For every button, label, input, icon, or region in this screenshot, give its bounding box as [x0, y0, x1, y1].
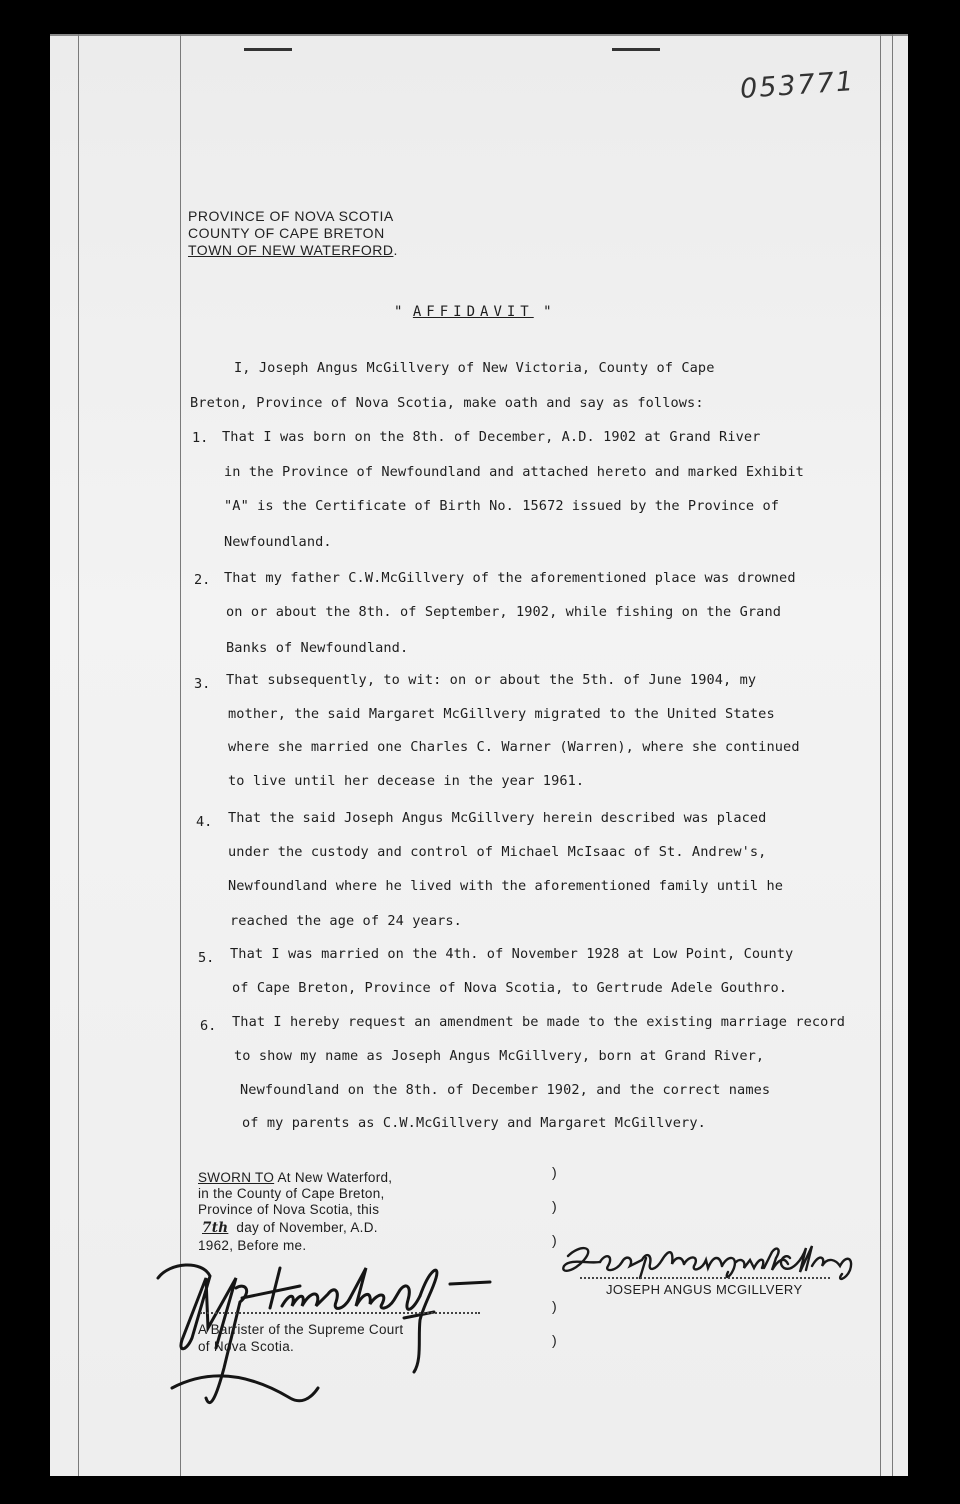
item-line: That I was born on the 8th. of December, A.D. 1902 at Grand River [222, 429, 761, 445]
item-line: mother, the said Margaret McGillvery migrated to the United States [228, 706, 775, 722]
item-line: on or about the 8th. of September, 1902, while fishing on the Grand [226, 604, 782, 620]
intro-line: Breton, Province of Nova Scotia, make oath and say as follows: [190, 395, 704, 411]
commissioner-signature-line [200, 1312, 480, 1314]
right-margin-rule [880, 34, 881, 1476]
sworn-to-label: SWORN TO [198, 1170, 275, 1185]
jurat-month-year: day of November, A.D. [236, 1220, 378, 1235]
item-number: 6. [200, 1018, 217, 1034]
document-number: 053771 [739, 66, 857, 105]
item-line: of my parents as C.W.McGillvery and Margaret McGillvery. [242, 1115, 706, 1131]
top-dash-mark [612, 48, 660, 51]
title-quote-close: " [543, 304, 553, 320]
item-number: 1. [192, 430, 209, 446]
top-dash-mark [244, 48, 292, 51]
bracket-mark: ) [552, 1198, 557, 1214]
jurat-line-5: 1962, Before me. [198, 1238, 307, 1253]
left-margin-rule [78, 34, 79, 1476]
item-line: in the Province of Newfoundland and attached hereto and marked Exhibit [224, 464, 804, 480]
jurat-day: 7th [202, 1220, 229, 1236]
item-line: That my father C.W.McGillvery of the aforementioned place was drowned [224, 570, 796, 586]
deponent-name: JOSEPH ANGUS MCGILLVERY [606, 1282, 803, 1297]
item-number: 4. [196, 814, 213, 830]
commissioner-title-2: of Nova Scotia. [198, 1339, 295, 1354]
header-town-suffix: . [393, 242, 398, 258]
item-line: Newfoundland where he lived with the aforementioned family until he [228, 878, 784, 894]
jurat-line-1 [198, 1170, 392, 1185]
item-number: 5. [198, 950, 215, 966]
item-line: That subsequently, to wit: on or about the 5th. of June 1904, my [226, 672, 757, 688]
item-number: 3. [194, 676, 211, 692]
document-title [394, 304, 553, 320]
item-line: Newfoundland. [224, 534, 332, 550]
deponent-signature [550, 1238, 880, 1288]
bracket-mark: ) [552, 1164, 557, 1180]
item-line: to show my name as Joseph Angus McGillvery, born at Grand River, [234, 1048, 765, 1064]
item-line: under the custody and control of Michael McIsaac of St. Andrew's, [228, 844, 767, 860]
item-line: "A" is the Certificate of Birth No. 15672 issued by the Province of [224, 498, 780, 514]
item-line: That I hereby request an amendment be made to the existing marriage record [232, 1014, 846, 1030]
jurat-place: At New Waterford, [277, 1170, 393, 1185]
header-town [188, 242, 398, 258]
item-line: That the said Joseph Angus McGillvery herein described was placed [228, 810, 767, 826]
item-number: 2. [194, 572, 211, 588]
jurat-line-3: Province of Nova Scotia, this [198, 1202, 380, 1217]
intro-line: I, Joseph Angus McGillvery of New Victoria, County of Cape [234, 360, 715, 376]
top-edge-rule [50, 34, 908, 36]
bracket-mark: ) [552, 1232, 557, 1248]
header-province: PROVINCE OF NOVA SCOTIA [188, 208, 394, 224]
bracket-mark: ) [552, 1332, 557, 1348]
header-town-name: TOWN OF NEW WATERFORD [188, 242, 394, 258]
item-line: That I was married on the 4th. of November 1928 at Low Point, County [230, 946, 794, 962]
item-line: Banks of Newfoundland. [226, 640, 409, 656]
title-quote-open: " [394, 304, 404, 320]
item-line: of Cape Breton, Province of Nova Scotia, to Gertrude Adele Gouthro. [232, 980, 788, 996]
right-margin-rule-outer [892, 34, 893, 1476]
item-line: to live until her decease in the year 1961. [228, 773, 585, 789]
deponent-signature-line [580, 1277, 830, 1279]
title-text: AFFIDAVIT [412, 304, 534, 320]
jurat-line-4 [198, 1220, 378, 1236]
jurat-line-2: in the County of Cape Breton, [198, 1186, 385, 1201]
bracket-mark: ) [552, 1298, 557, 1314]
commissioner-title-1: A Barrister of the Supreme Court [198, 1322, 404, 1337]
item-line: reached the age of 24 years. [230, 913, 462, 929]
header-county: COUNTY OF CAPE BRETON [188, 225, 385, 241]
item-line: Newfoundland on the 8th. of December 1902, and the correct names [240, 1082, 771, 1098]
item-line: where she married one Charles C. Warner (Warren), where she continued [228, 739, 800, 755]
